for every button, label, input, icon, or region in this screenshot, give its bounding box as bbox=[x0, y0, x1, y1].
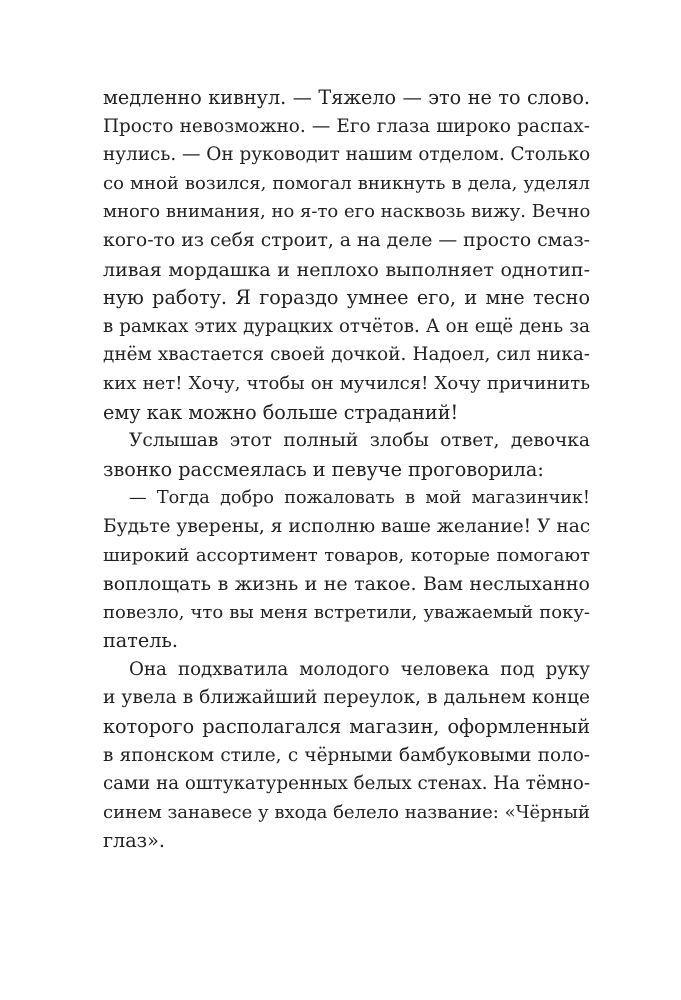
text-line: — Тогда добро пожаловать в мой магазинчик! bbox=[129, 488, 590, 509]
text-line: синем занавесе у входа белело название: «Чёрный bbox=[103, 801, 590, 823]
text-line: патель. bbox=[103, 629, 178, 653]
text-line: со мной возился, помогал вникнуть в дела, уделял bbox=[103, 172, 590, 194]
text-line: и увела в ближайший переулок, в дальнем конце bbox=[103, 687, 590, 709]
text-line: глаз». bbox=[103, 829, 165, 853]
text-line: широкий ассортимент товаров, которые помогают bbox=[103, 544, 590, 566]
text-line: звонко рассмеялась и певуче проговорила: bbox=[103, 457, 544, 481]
text-line: ких нет! Хочу, чтобы он мучился! Хочу причинить bbox=[103, 372, 590, 394]
text-line: ную работу. Я гораздо умнее его, и мне тесно bbox=[103, 286, 590, 310]
paragraph-4 bbox=[103, 656, 590, 856]
text-line: много внимания, но я-то его насквозь вижу. Вечно bbox=[103, 201, 591, 223]
text-line: Просто невозможно. — Его глаза широко распах- bbox=[103, 115, 590, 137]
text-line: в рамках этих дурацких отчётов. А он ещё день за bbox=[103, 315, 590, 337]
text-line: воплощать в жизнь и не такое. Вам неслыханно bbox=[103, 573, 590, 596]
paragraph-1 bbox=[103, 84, 590, 427]
text-line: ливая мордашка и неплохо выполняет однотип- bbox=[103, 258, 590, 281]
text-line: Услышав этот полный злобы ответ, девочка bbox=[129, 430, 590, 452]
paragraph-2 bbox=[103, 427, 590, 484]
text-line: в японском стиле, с чёрными бамбуковыми поло- bbox=[103, 744, 590, 766]
text-line: повезло, что вы меня встретили, уважаемый поку- bbox=[103, 601, 590, 623]
text-line: нулись. — Он руководит нашим отделом. Столько bbox=[103, 144, 591, 166]
text-line: Будьте уверены, я исполню ваше желание! У нас bbox=[103, 515, 591, 537]
book-page-text bbox=[103, 84, 590, 856]
paragraph-3 bbox=[103, 484, 590, 656]
text-line: которого располагался магазин, оформленный bbox=[103, 715, 590, 739]
text-line: ему как можно больше страданий! bbox=[103, 400, 459, 424]
text-line: сами на оштукатуренных белых стенах. На тёмно- bbox=[103, 773, 590, 795]
text-line: медленно кивнул. — Тяжело — это не то слово. bbox=[103, 86, 590, 109]
text-line: Она подхватила молодого человека под руку bbox=[129, 658, 590, 680]
text-line: днём хвастается своей дочкой. Надоел, сил ника- bbox=[103, 344, 590, 366]
text-line: кого-то из себя строит, а на деле — просто смаз- bbox=[103, 229, 591, 251]
